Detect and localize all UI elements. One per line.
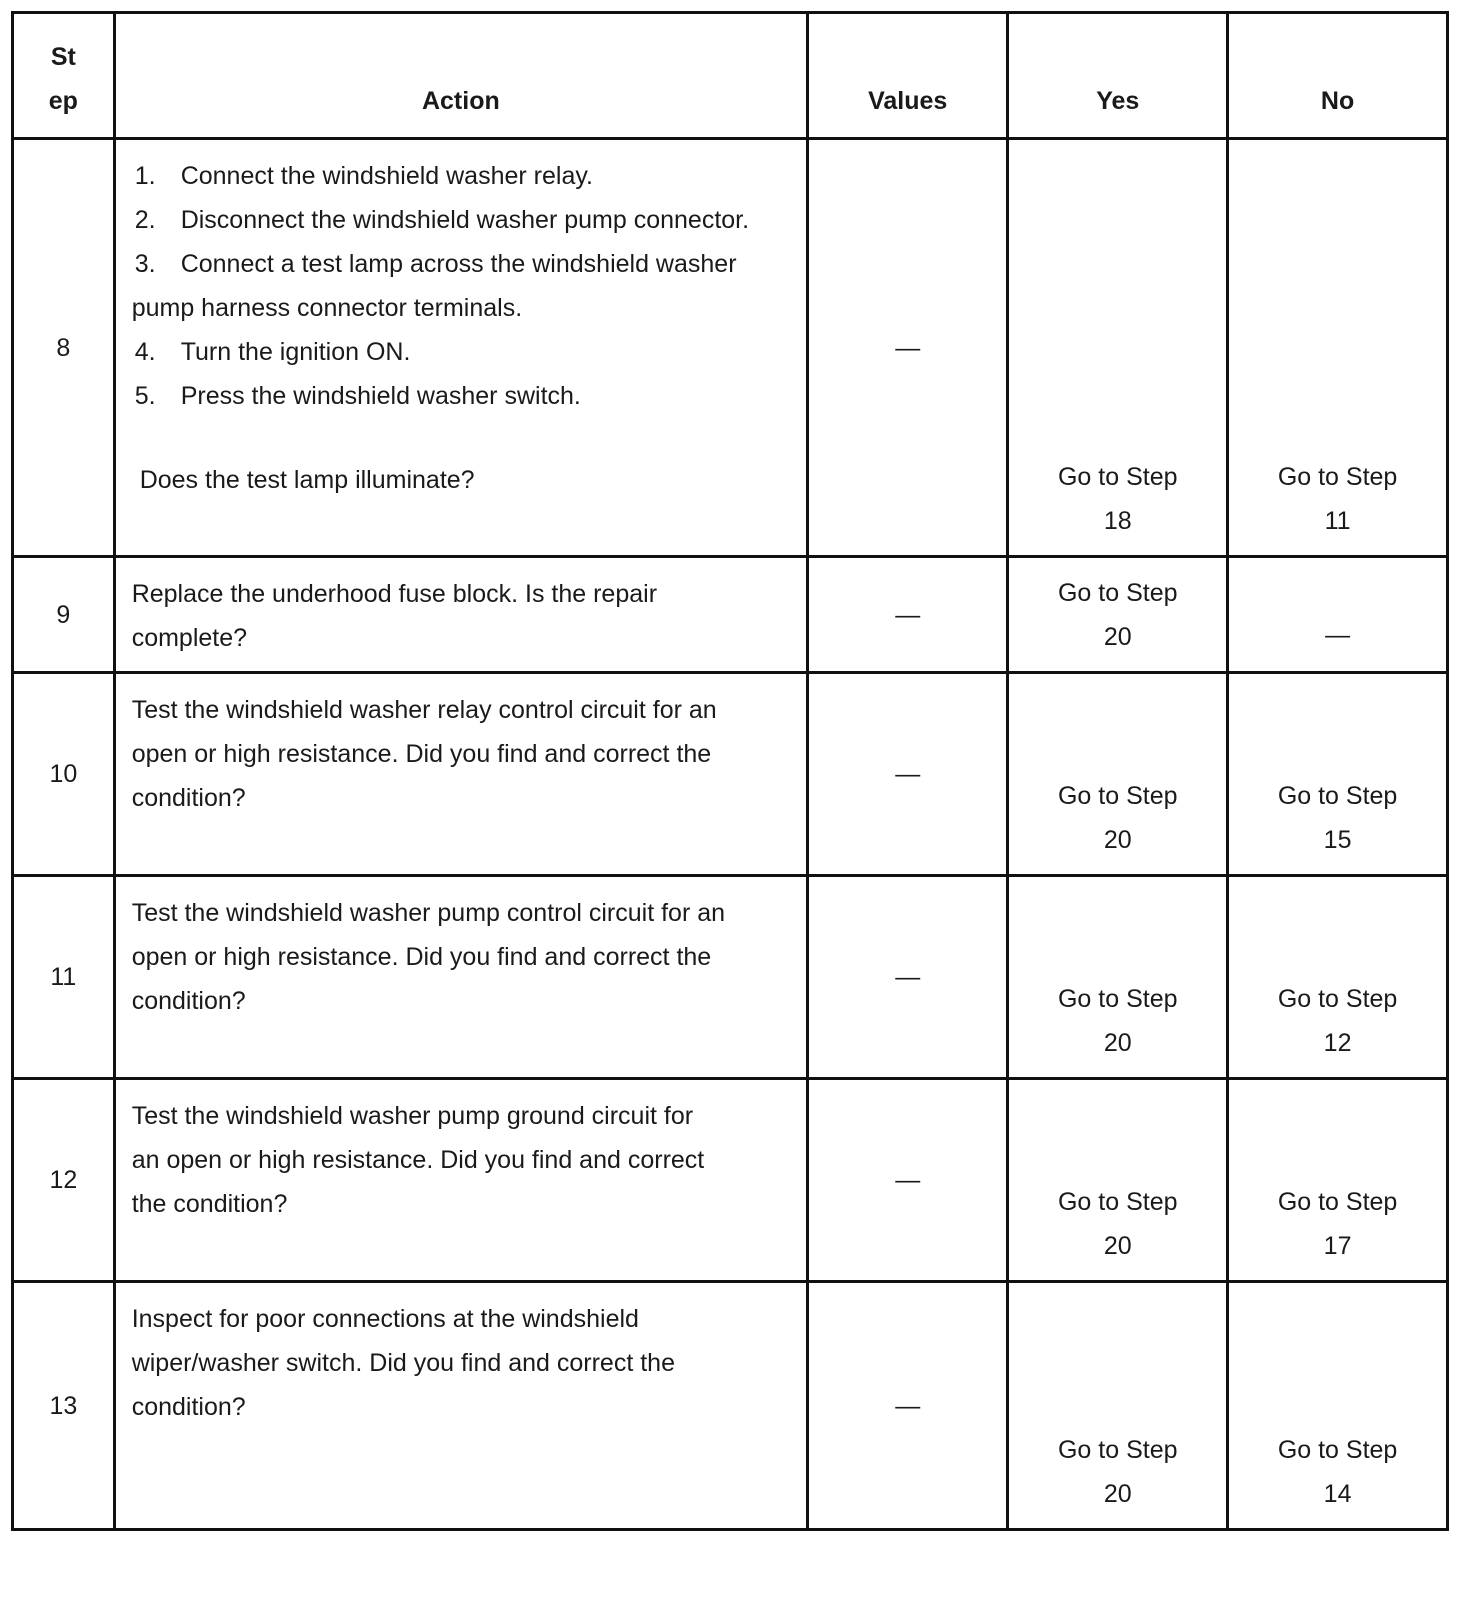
no-cell — [1228, 673, 1448, 876]
action-cell: Replace the underhood fuse block. Is the repair complete? — [114, 557, 807, 673]
list-number: 3. — [134, 250, 156, 278]
list-item — [132, 154, 786, 198]
list-number: 5. — [134, 382, 156, 410]
yes-goto-step: 20 — [1103, 1029, 1132, 1057]
no-goto-label: Go to Step — [1277, 463, 1398, 491]
yes-goto-label: Go to Step — [1057, 1436, 1178, 1464]
no-cell — [1228, 139, 1448, 557]
list-text: Turn the ignition ON. — [180, 338, 411, 366]
yes-goto-label: Go to Step — [1057, 1188, 1178, 1216]
action-cell: Test the windshield washer relay control circuit for an open or high resistance. Did you find and correct the condition? — [114, 673, 807, 876]
step-number: 9 — [13, 557, 115, 673]
no-cell — [1228, 1079, 1448, 1282]
yes-goto-step: 20 — [1103, 826, 1132, 854]
table-row — [13, 557, 1448, 673]
yes-goto-label: Go to Step — [1057, 579, 1178, 607]
list-number: 1. — [134, 162, 156, 190]
values-cell: — — [808, 1079, 1008, 1282]
no-cell: — — [1228, 557, 1448, 673]
no-goto-step: 12 — [1323, 1029, 1352, 1057]
header-action: Action — [114, 13, 807, 139]
no-cell — [1228, 876, 1448, 1079]
yes-goto-step: 20 — [1103, 1232, 1132, 1260]
list-text: Connect the windshield washer relay. — [180, 162, 593, 190]
header-step — [13, 13, 115, 139]
yes-cell — [1008, 1079, 1228, 1282]
table-row — [13, 876, 1448, 1079]
step-number: 10 — [13, 673, 115, 876]
values-cell: — — [808, 876, 1008, 1079]
values-cell: — — [808, 1282, 1008, 1530]
yes-cell — [1008, 1282, 1228, 1530]
list-number: 4. — [134, 338, 156, 366]
action-steps-list — [132, 154, 786, 418]
no-goto-label: Go to Step — [1277, 1436, 1398, 1464]
no-goto-label: Go to Step — [1277, 985, 1398, 1013]
yes-goto-step: 20 — [1103, 1480, 1132, 1508]
no-cell — [1228, 1282, 1448, 1530]
diagnostic-table — [11, 11, 1449, 1531]
list-text: Connect a test lamp across the windshield washer pump harness connector terminals. — [131, 250, 737, 322]
table-row — [13, 673, 1448, 876]
action-question: Does the test lamp illuminate? — [139, 466, 475, 494]
list-item — [132, 242, 786, 330]
list-item — [132, 330, 786, 374]
yes-goto-label: Go to Step — [1057, 985, 1178, 1013]
table-row — [13, 1079, 1448, 1282]
yes-cell — [1008, 673, 1228, 876]
step-number: 12 — [13, 1079, 115, 1282]
action-cell: Test the windshield washer pump ground circuit for an open or high resistance. Did you find and correct the condition? — [114, 1079, 807, 1282]
yes-goto-label: Go to Step — [1057, 463, 1178, 491]
values-cell: — — [808, 139, 1008, 557]
list-text: Disconnect the windshield washer pump connector. — [180, 206, 750, 234]
no-goto-step: 14 — [1323, 1480, 1352, 1508]
step-number: 11 — [13, 876, 115, 1079]
list-text: Press the windshield washer switch. — [180, 382, 581, 410]
list-number: 2. — [134, 206, 156, 234]
yes-cell — [1008, 876, 1228, 1079]
yes-goto-step: 18 — [1103, 507, 1132, 535]
header-step-label: St ep — [48, 43, 78, 115]
header-no: No — [1228, 13, 1448, 139]
list-item — [132, 374, 786, 418]
no-goto-step: 15 — [1323, 826, 1352, 854]
list-item — [132, 198, 786, 242]
values-cell: — — [808, 673, 1008, 876]
table-row — [13, 139, 1448, 557]
step-number: 13 — [13, 1282, 115, 1530]
header-values: Values — [808, 13, 1008, 139]
yes-goto-step: 20 — [1103, 623, 1132, 651]
yes-cell — [1008, 139, 1228, 557]
yes-goto-label: Go to Step — [1057, 782, 1178, 810]
action-cell: Inspect for poor connections at the windshield wiper/washer switch. Did you find and correct the condition? — [114, 1282, 807, 1530]
step-number: 8 — [13, 139, 115, 557]
table-row — [13, 1282, 1448, 1530]
header-yes: Yes — [1008, 13, 1228, 139]
no-goto-step: 17 — [1323, 1232, 1352, 1260]
values-cell: — — [808, 557, 1008, 673]
action-cell — [114, 139, 807, 557]
action-cell: Test the windshield washer pump control circuit for an open or high resistance. Did you find and correct the condition? — [114, 876, 807, 1079]
header-row — [13, 13, 1448, 139]
no-goto-step: 11 — [1324, 507, 1351, 535]
no-goto-label: Go to Step — [1277, 1188, 1398, 1216]
yes-cell — [1008, 557, 1228, 673]
no-goto-label: Go to Step — [1277, 782, 1398, 810]
